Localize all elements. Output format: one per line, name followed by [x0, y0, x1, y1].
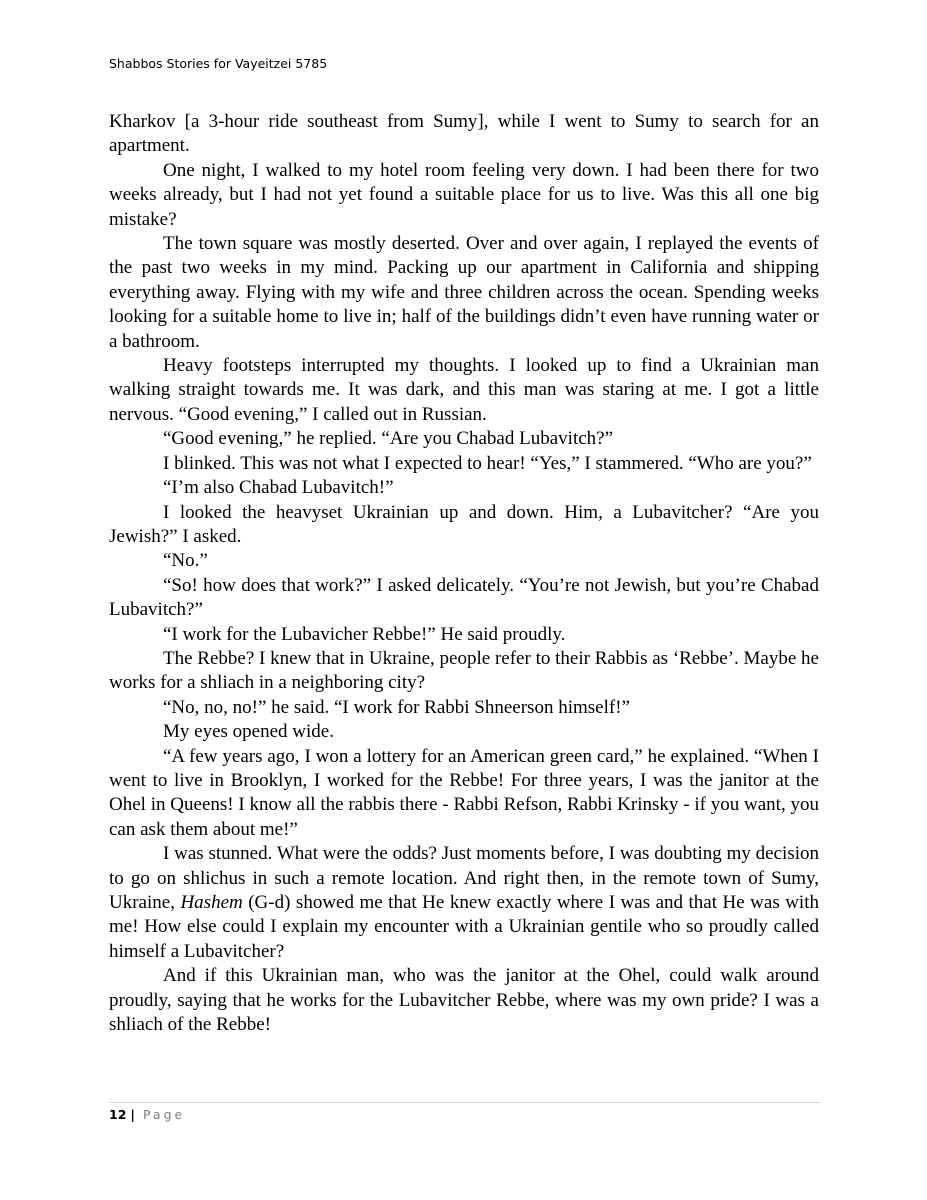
paragraph [109, 842, 819, 964]
paragraph-text: (G-d) showed me that He knew exactly where I was and that He was with me! How else could I explain my encounter with a Ukrainian gentile who so proudly called himself a Lubavitcher? [109, 892, 819, 962]
footer-separator: | [130, 1107, 135, 1122]
running-header: Shabbos Stories for Vayeitzei 5785 [109, 56, 328, 71]
page-number: 12 [109, 1107, 127, 1122]
paragraph: The Rebbe? I knew that in Ukraine, people refer to their Rabbis as ‘Rebbe’. Maybe he works for a shliach in a neighboring city? [109, 647, 819, 694]
footer-divider [109, 1102, 821, 1103]
paragraph: The town square was mostly deserted. Over and over again, I replayed the events of the past two weeks in my mind. Packing up our apartment in California and shipping everything away. Flying with my wife and three children across the ocean. Spending weeks looking for a suitable home to live in; half of the buildings didn’t even have running water or a bathroom. [109, 233, 819, 352]
paragraph: One night, I walked to my hotel room feeling very down. I had been there for two weeks already, but I had not yet found a suitable place for us to live. Was this all one big mistake? [109, 159, 819, 230]
page-label: Page [142, 1107, 186, 1122]
paragraph: “So! how does that work?” I asked delicately. “You’re not Jewish, but you’re Chabad Lubavitch?” [109, 574, 819, 621]
page-footer [109, 1107, 185, 1122]
paragraph: And if this Ukrainian man, who was the janitor at the Ohel, could walk around proudly, saying that he works for the Lubavitcher Rebbe, where was my own pride? I was a shliach of the Rebbe! [109, 965, 819, 1036]
paragraph: “Good evening,” he replied. “Are you Chabad Lubavitch?” [163, 428, 614, 450]
paragraph: “I’m also Chabad Lubavitch!” [163, 477, 394, 499]
emphasized-word: Hashem [180, 892, 243, 913]
paragraph: I blinked. This was not what I expected to hear! “Yes,” I stammered. “Who are you?” [163, 452, 812, 474]
paragraph: “No, no, no!” he said. “I work for Rabbi Shneerson himself!” [163, 696, 630, 718]
paragraph-text: I was stunned. What were the odds? Just moments before, I was doubting my decision to go on shlichus in such a remote location. And right then, in the remote town of Sumy, Ukraine, [109, 843, 819, 913]
paragraph: “No.” [163, 550, 208, 572]
paragraph: Heavy footsteps interrupted my thoughts. I looked up to find a Ukrainian man walking straight towards me. It was dark, and this man was staring at me. I got a little nervous. “Good evening,” I called out in Russian. [109, 355, 819, 425]
story-body [109, 110, 819, 1037]
paragraph: “A few years ago, I won a lottery for an American green card,” he explained. “When I went to live in Brooklyn, I worked for the Rebbe! For three years, I was the janitor at the Ohel in Queens! I know all the rabbis there - Rabbi Refson, Rabbi Krinsky - if you want, you can ask them about me!” [109, 745, 819, 840]
paragraph: I looked the heavyset Ukrainian up and down. Him, a Lubavitcher? “Are you Jewish?” I asked. [109, 501, 819, 547]
paragraph: “I work for the Lubavicher Rebbe!” He said proudly. [163, 623, 566, 645]
paragraph: My eyes opened wide. [163, 721, 334, 743]
paragraph: Kharkov [a 3-hour ride southeast from Sumy], while I went to Sumy to search for an apartment. [109, 111, 819, 157]
